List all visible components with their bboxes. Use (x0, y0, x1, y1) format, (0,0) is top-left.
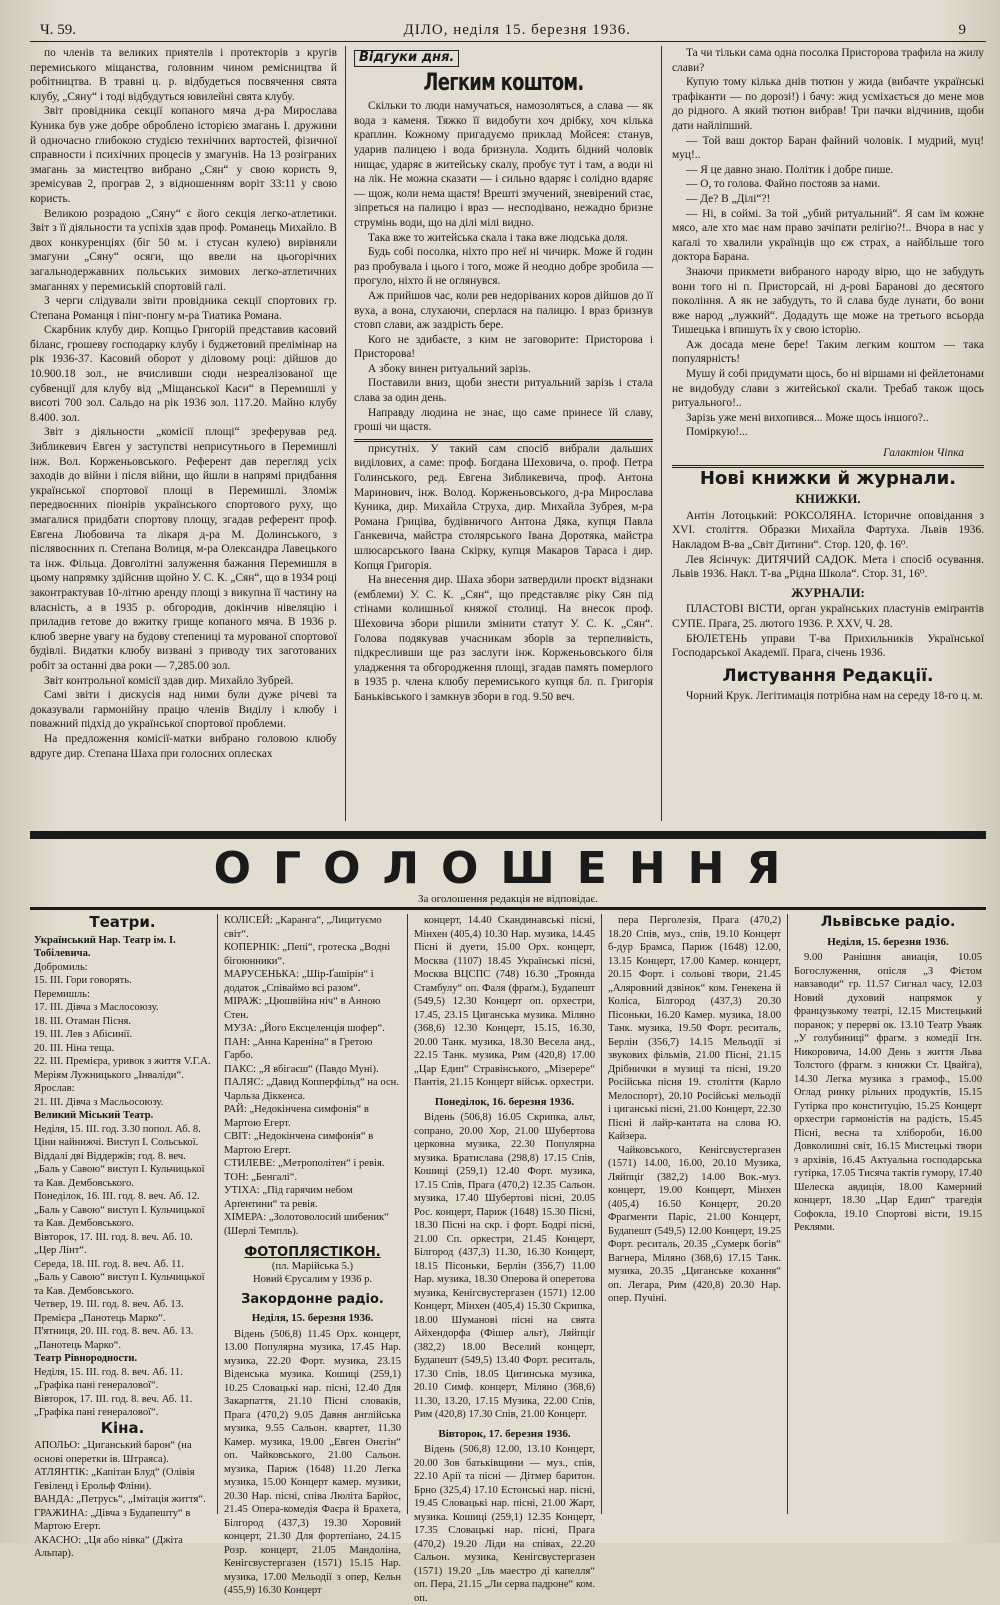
article-paragraph: Самі звіти і дискусія над ними були дуже річеві та доказували гармонійну працю членів Виділу і клюбу і поважний підхід до української спортової проблеми. (30, 689, 337, 731)
letters-title: Листування Редакції. (722, 665, 934, 686)
theatre-name: Український Нар. Театр ім. І. Тобілевича. (34, 934, 176, 959)
feuilleton-paragraph: Поставили вниз, щоби знести ритуальний зарізь і стала слава за один день. (354, 377, 653, 405)
theatre-listing: Ярослав: (34, 1083, 75, 1094)
ads-disclaimer: За оголошення редакція не відповідає. (418, 893, 598, 905)
theatre-listing: 22. III. Премієра, уривок з життя V.Г.А. Меріям Лужницького „Інваліди“. (34, 1056, 211, 1081)
book-entry: Лев Ясінчук: ДИТЯЧИЙ САДОК. Мета і спосіб осування. Львів 1936. Накл. Т-ва „Рідна Школа“. Стор. 31, 16⁰. (672, 553, 984, 581)
ads-top-rule (30, 831, 986, 839)
letters-text: Чорний Крук. Легітимація потрібна нам на середу 18-го ц. м. (686, 690, 983, 703)
column-feuilleton (346, 46, 662, 821)
radio-column-2 (408, 914, 602, 1604)
cinema-listing: ПАН: „Анна Кареніна“ в Гретою Гарбо. (224, 1036, 373, 1061)
books-subheading: КНИЖКИ. (795, 491, 861, 507)
feuilleton-paragraph: Зарізь уже мені вихопився... Може щось іншого?.. (686, 411, 929, 424)
theatre-column (30, 913, 218, 1559)
feuilleton-title: Легким коштом. (423, 67, 584, 96)
theatre-listing: Добромиль: (34, 961, 88, 973)
feuilleton-paragraph: Аж досада мене бере! Таким легким коштом — така популярність! (672, 338, 984, 366)
article-paragraph: Великою розрадою „Сяну“ є його секція легко-атлетики. Звіт з її діяльности та успіхів здав проф. Романець Михайло. В двох конкуренціях (біг 50 м. і стусан кулею) вирівняли змагуни „Сяну“ осяги, що ввели на цьогорічних загальнодержавних польських зимових легко-атлетичних змаганнях у перемиській спортовій галі. (30, 207, 337, 293)
feuilleton-paragraph: Будь собі посолка, ніхто про неї ні чичирк. Може й годин раз пробувала і цього і того, може й неодно добре зробила — прогуло, ніхто й не оглянувся. (354, 246, 653, 288)
issue-number: Ч. 59. (40, 22, 76, 38)
article-paragraph: Скарбник клубу дир. Копцьо Григорій представив касовий біланс, грошеву господарку клубу і буджетовий прелімінар на рік 1936-37. Касовий оборот у діловому році: дійшов до 10.900.18 зол., не вчисливши сюди незреалізованої ще субвенції для клубу від „Міщанської Каси“ в Перемишлі у висоті 700 зол. Сальдо на рік 1936 зол. 117.20. Майно клубу 8.400. зол. (30, 324, 337, 424)
page-header (30, 22, 986, 42)
cinema-radio-column (218, 914, 408, 1596)
theatre-name: Театр Рівнородности. (34, 1353, 138, 1364)
foreign-radio-title: Закордонне радіо. (241, 1291, 384, 1307)
books-list (672, 509, 984, 582)
theatre-listing: 20. III. Ніна теща. (34, 1042, 115, 1054)
cinema-listing: ХІМЕРА: „Золотоволосий шибеник“ (Шерлі Темпль). (224, 1212, 389, 1237)
feuilleton-paragraph: Кого не здибаєте, з ким не заговорите: Присторова і Присторова! (354, 333, 653, 361)
theatre-listing: 19. III. Лев з Абісинії. (34, 1029, 133, 1040)
fotoplastikon-line: Новий Єрусалим у 1936 р. (252, 1274, 373, 1285)
radio-program-tuesday: Відень (506,8) 12.00, 13.10 Концерт, 20.00 Зов батьківщини — муз., спів, 22.10 Арії та пісні — Дітмер баритон. Брно (325,4) 17.10 Естонські нар. пісні, 19.45 Словацькі нар. пісні, 21.00 Жарт, музика. Кошиці (259,1) 12.35 Концерт, 17.35 Словацькі нар. пісні, Прага (470,2) 19.20 Ліди на співах, 22.20 Сальон. музика, Кенігсвустергазен (1571) 19.20 „Іль маестро ді капелля“ оп. Пера, 21.15 „Ли серва падроне“ ком. оп. (414, 1444, 595, 1604)
column-sports-report (30, 46, 346, 821)
cinema-title: Кіна. (100, 1418, 145, 1437)
cinema-listing: МУЗА: „Його Ексцеленція шофер“. (224, 1023, 385, 1034)
fotoplastikon-title: ФОТОПЛЯСТІКОН. (244, 1245, 381, 1260)
radio-column-3 (602, 914, 788, 1514)
cinema-listing: АТЛЯНТІК: „Капітан Блуд“ (Олівія Гевіленд і Ерольф Фліни). (34, 1467, 195, 1492)
feuilleton-paragraph: Купую тому кілька днів тютюн у жида (вибачте українські трафіканти — по дорозі!) і бачу: жид усміхається до мене мов до рідного. А який тютюн вибрав! Три пачки відчинив, щоби дати найліпший. (672, 76, 984, 132)
masthead-date: ДІЛО, неділя 15. березня 1936. (403, 22, 631, 38)
theatre-listing: Перемишль: (34, 988, 90, 1000)
feuilleton-paragraph: — Ні, в соймі. За той „убий ритуальний“. Я сам їм кожне мясо, але хто має нам право зачіпати релігію?!.. Вчора в нас у каґалі то хвалили українців що єж страх, а найбільше того доктора Барана. (672, 207, 984, 264)
cinema-listing: СТИЛЕВЕ: „Метрополітен“ і ревія. (224, 1158, 385, 1169)
article-paragraph: На предложення комісії-матки вибрано головою клюбу вдруге дир. Степана Шаха при голосних оплесках (30, 732, 337, 760)
cinema-listing: ГРАЖИНА: „Дівча з Будапешту“ в Мартою Егерт. (34, 1507, 191, 1532)
theatre-listing: П'ятниця, 20. III. год. 8. веч. Аб. 13. „Панотець Марко“. (34, 1326, 194, 1351)
feuilleton-paragraph: Та чи тільки сама одна посолка Присторова трафила на жилу слави? (672, 47, 984, 74)
cinema-listing: ТОН: „Бенгалі“. (224, 1171, 298, 1183)
feuilleton-paragraph: Поміркую!... (686, 426, 748, 439)
theatre-title: Театри. (89, 913, 156, 931)
theatre-listing: 15. III. Гори говорять. (34, 975, 132, 986)
feuilleton-continued-body (672, 46, 984, 440)
sports-report-continued (354, 439, 653, 705)
journal-entry: ПЛАСТОВІ ВІСТИ, орган українських пластунів еміґрантів СУПЕ. Прага, 25. лютого 1936. Р. XXV, Ч. 28. (672, 603, 984, 630)
lviv-radio-title: Львівське радіо. (820, 914, 956, 930)
sports-report-continued-body (354, 442, 653, 705)
cinema-listing: ВАНДА: „Петрусь“, „Імітація життя“. (34, 1494, 206, 1505)
column-feuilleton-continued (662, 46, 984, 821)
theatre-listing: 18. III. Отаман Пісня. (34, 1015, 132, 1027)
feuilleton-paragraph: — Той ваш доктор Баран файний чоловік. І мудрий, муц! муц!.. (672, 134, 984, 162)
page-number: 9 (958, 22, 966, 38)
theatre-listing: Понеділок, 16. III. год. 8. веч. Аб. 12. „Баль у Савою“ виступ І. Кульчицької та Кав. Дембовського. (34, 1191, 205, 1229)
theatre-name: Великий Міський Театр. (34, 1110, 154, 1121)
feuilleton-paragraph: — Я це давно знаю. Політик і добре пише. (686, 163, 894, 176)
feuilleton-paragraph: Така вже то житейська скала і така вже людська доля. (368, 231, 628, 244)
ads-section (30, 913, 986, 1604)
journals-subheading: ЖУРНАЛИ: (791, 584, 865, 600)
radio-program-tuesday-cont2: Чайковського, Кенігсвустергазен (1571) 14.00, 16.00, 20.10 Музика, Ляйпціґ (382,2) 14.00 Вок.-муз. концерт, 19.00 Концерт, Мінхен (405,4) 16.50 Концерт, 20.20 Фраґменти Паріс, 21.00 Концерт, Будапешт (549,5) 12.00 Концерт, 19.25 Форт. реситаль, 20.35 „Сумерк богів“ Вагнера, Міляно (368,6) 17.15 Танк. музика, 20.35 „Циганське кохання“ оп. Легара, Рим (420,8) 20.30 Нар. опер. Пучіні. (608, 1144, 781, 1304)
radio-program-tuesday-cont: пера Перголезія, Прага (470,2) 18.20 Спів, муз., спів, 19.10 Концерт б-дур Брамса, Париж (1648) 12.00, 13.15 Концерт, 17.00 Камер. концерт, 20.15 Форт. і сольові твори, 21.45 „Аляровний дзвінок“ ком. Генекена й Коліса, Білгород (437,3) 20.30 Пісоньки, 16.20 Камер. музика, 18.00 Танк. музика, 19.50 Форт. реситаль, Берлін (356,7) 14.15 Мельодії зі звукових фільмів, 21.00 Пісні, 21.15 Дрібнички в музиці та пісні, 19.20 Російська пісня 19. століття (Карло Мелоспорт), 20.10 Російські мельодії і циганські пісні, 21.00 Концерт, 22.30 Пісні й лайр-кантата на слова Ю. Кайзера. (608, 915, 781, 1142)
cinema-listing: МІРАЖ: „Цюшвійна ніч“ в Анною Стен. (224, 996, 381, 1021)
feuilleton-paragraph: Мушу й собі придумати щось, бо ні віршами ні фейлетонами не видобуду слави з житейської скали. Требаб також щось ритуального!.. (672, 368, 984, 410)
theatre-listing: 21. III. Дівча з Масльосоюзу. (34, 1096, 164, 1108)
radio-program-sunday: Відень (506,8) 11.45 Орх. концерт, 13.00 Популярна музика, 17.45 Нар. музика, 22.20 Форт. музика, 23.15 Віденська музика. Кошиці (259,1) 10.25 Словацькі нар. пісні, 12.40 Для Закарпаття, 21.10 Пісні словаків, Прага (470,2) 9.05 Давня англійська музика, 9.55 Сальон. квартет, 11.30 Камер. музика, 19.00 „Евген Онєгін“ оп. Чайковського, 21.00 Сальон. музика, Париж (1648) 11.20 Легка музика, 15.00 Концерт камер. музики, 20.30 Нар. пісні, співа Люліта Барйос, 21.45 Опера-комедія Фаєра й Брахета, Білгород (437,3) 19.30 Хоровий концерт, 21.30 Для фортепіано, 24.15 Розр. концерт, 21.05 Мандоліна, Кенігсвустергазен (1571) 15.15 Нар. музика, 17.00 Мельодії з опер, Кельн (455,9) 16.30 Концерт (224, 1328, 401, 1596)
cinema-listing: АКАСНО: „Ця або нівка“ (Джіта Альпар). (34, 1534, 183, 1559)
article-paragraph: по членів та великих приятелів і протекторів з кругів перемиського міщанства, головним чином ремісництва й робітництва. В травні ц. р. відбудеться посвячення свята клубу, „Сяну“ і тоді відбудуться ювилейні свята клубу. (30, 47, 337, 103)
cinema-listing: ПАКС: „Я вбігаєш“ (Павдо Муні). (224, 1063, 379, 1075)
cinema-listing: АПОЛЬО: „Циганський барон“ (на основі оперетки ів. Штраяса). (34, 1440, 192, 1465)
upper-section (30, 46, 986, 821)
feuilleton-body (354, 99, 653, 435)
article-paragraph: З черги слідували звіти провідника секції спортових гр. Степана Романця і пінг-понгу м-ра Тиатика Романа. (30, 295, 337, 322)
article-paragraph: На внесення дир. Шаха збори затвердили проєкт відзнаки (емблеми) У. С. К. „Сян“, що представляє ріку Сян під стінами колишньої княжої столиці. На внесок проф. Шеховича збори рішили змінити статут У. С. К. „Сян“. Голова подякував учасникам зборів за терпеливість, підкресливши ще раз заслуги інж. Корженьовського біля уладження та обгородження площі, згадав память померлого в 1935 р. члена клюбу перемиського купця бл. п. Григорія Баньківського і замкнув збори в год. 9.50 веч. (354, 574, 653, 703)
theatre-listing: 17. III. Дівча з Маслосоюзу. (34, 1002, 159, 1013)
feuilleton-paragraph: Направду людина не знає, що саме принесе їй славу, гроші чи щастя. (354, 406, 653, 434)
feuilleton-paragraph: — О, то голова. Файно постояв за нами. (686, 178, 881, 191)
radio-program-sunday-cont: концерт, 14.40 Скандинавські пісні, Мінхен (405,4) 10.30 Нар. музика, 14.45 Пісні й дуети, 15.00 Орх. концерт, Москва (1107) 18.45 Українські пісні, Москва ВЦСПС (748) 16.30 „Троянда Стамбулу“ оп. Фаля (фраґм.), Будапешт (549,5) 12.30 Концерт оп. орхестри, 17.45, 23.15 Циганська музика. Міляно (368,6) 12.30 Концерт, 15.15, 16.30, 20.00 Танк. музика, 18.30 Весела анд., 22.15 Танк. музика, Рим (420,8) 17.00 „Цар Едип“ Стравінського, „Мізерере“ Пантія, 21.15 Концерт військ. орхестри. (414, 915, 595, 1088)
lviv-radio-column (788, 914, 982, 1514)
feuilleton-paragraph: А збоку винен ритуальний зарізь. (368, 362, 531, 375)
theatre-listing: Неділя, 15. III. год. 3.30 попол. Аб. 8. Ціни найнижчі. Виступ І. Сольської. Віддалі дві Віддержів; год. 8. веч. „Баль у Савою“ виступ І. Кульчицької та Кав. Дембовського. (34, 1123, 205, 1189)
books-section (672, 465, 984, 704)
ads-title: ОГОЛОШЕННЯ (213, 843, 803, 894)
article-paragraph: присутніх. У такий сам спосіб вибрали дальших виділових, а саме: проф. Богдана Шеховича, о. проф. Петра Голинського, ред. Евгена Зибликевича, проф. Антона Маринович, інж. Волод. Корженьовського, д-ра Мирослава Куника, дир. Михайла Струха, дир. Михайла Зубрея, м-ра Романа Гриціва, будівничого Антона Дяка, купця Павла Ганкевича, майстра столярського Івана Доротяка, майстра шлюсарського Івана Скірку, купця Макаров Тараса і дир. Копця Григорія. (354, 442, 653, 572)
rubric-label: Відгуки дня. (354, 50, 459, 67)
feuilleton-paragraph: Знаючи прикмети вибраного народу вірю, що не забудуть вони того ні п. Присторсай, ні д-рові Баранові до десятого покоління. А як не забудуть, то й слава буде лунати, бо вони вже народ „лужкий“. Додадуть ще може на третього всьорда Тишецька і впишуть їх у свою історію. (672, 265, 984, 337)
fotoplastikon-info (224, 1260, 401, 1287)
journals-list (672, 602, 984, 660)
lviv-radio-program: 9.00 Ранішня авиація, 10.05 Богослуження, опісля „З Фієтом навзаводи“ гр. 11.57 Сигнал часу, 12.03 Новий духовий напрямок у французькому театрі, 12.15 Мистецький поранок; у перерві ок. 13.10 Театр Уваяк „У голубиниці“ фрагм. з комедії Ігн. Никоровича, 14.00 День з життя Льва Толстого (фрагм. з книжки Ст. Цвайга), 14.30 Легка музика з грамоф., 15.00 Оглад ринку рільних продуктів, 15.15 Гутірка про конституцію, 15.25 Концерт орхестри гармоністів на радість, 15.45 Пісні, весна та хлібороби, 16.00 Довколишні світ, 16.15 Мистецькі твори з архівів, 16.45 Актуальна господарська гутірка, 17.05 Тисяча тактів гумору, 17.40 Шелеска авдиція, 18.00 Камерний концерт, 18.30 „Цар Едип“ трагедія Софокла, 19.10 Спортові вісти, 19.15 Реклями. (794, 952, 982, 1233)
article-paragraph: Звіт з діяльности „комісії площі“ зреферував ред. Зибликевич Евген у заступстві неприсутнього в Перемишлі інж. Вол. Корженьовського. Референт дав перегляд усіх заходів до війни і після війни, що йшли в напрямі придбання української спортової площі в Перемишлі. Зломіж передвоєнних піонірів українського спортового руху, що змагалися придбати спортову площу, згадав референт проф. Евгена Любовича та лікаря д-ра М. Долинського, з післявоєнних п. Степана Волиця, м-ра Олександра Лавецького та інж. Фільца. Довголітні залуження бажання Перемишля в цьому напрямку здійснив щойно У. С. К. „Сян“, що в 1934 році законтрактував 10-літню аренду площі з викупна її частину на власність, а в 1935 р. обгородив, докінчив нівеляцію і приладив гетове до вжитку грище копаного мяча. В 1936 р. клюб зверне увагу на будову степениці та мурованої спортової будівлі. Видатки клюбу визвані з приводу тих заготованих робіт за останні два роки — 7,285.00 зол. (30, 426, 337, 672)
cinema-listings (34, 1439, 211, 1561)
theatre-listing: Вівторок, 17. III. год. 8. веч. Аб. 10. „Цер Лінт“. (34, 1231, 193, 1256)
cinema-listing: РАЙ: „Недокінчена симфонія“ в Мартою Егерт. (224, 1104, 369, 1129)
theatre-listing: Четвер, 19. III. год. 8. веч. Аб. 13. Премієра „Панотець Марко“. (34, 1299, 184, 1324)
books-content (672, 468, 984, 704)
cinema-listings-2 (224, 914, 401, 1238)
author-signature: Галактіон Чіпка (883, 447, 964, 460)
article-paragraph: Звіт контрольної комісії здав дир. Михайло Зубрей. (44, 674, 294, 687)
feuilleton-paragraph: — Де? В „Ділі“?! (686, 192, 771, 205)
theatre-listing: Середа, 18. III. год. 8. веч. Аб. 11. „Баль у Савою“ виступ І. Кульчицької та Кав. Дембовського. (34, 1258, 205, 1297)
radio-day-monday: Понеділок, 16. березня 1936. (434, 1095, 575, 1108)
feuilleton-paragraph: Скільки то люди намучаться, намозоляться, а слава — як вода з каменя. Тяжко її видобути хоч дрібку, хоч кілька краплин. Кожному пригадуємо приклад Мойсея: станув, ударив палицею і вода бризнула. Ходить бідний чоловік нищає, ударяє в житейську скалу, пробує тут і там, а води ні на лік. Не можна сказати — і сильно вдаряє і солідно вдаряє — щож, коли нема щастя! Врешті змучений, зневірений стає, зіпреться на палицю і враз — несподівано, нежадно бризне струмінь води, що на ділі мілі видно. (354, 100, 653, 229)
article-paragraph: Звіт провідника секції копаного мяча д-ра Мирослава Куника був уже добре оброблено історією змагань І. дружини й одночасно глибокою студією технічних вартостей, фізичної справности і психічних процесів у змагунів. На 13 розіграних змагань за мистецтво вибрано „Сян“ у свою користь 9, зремісував 2, програв 2, з відношенням воріт 33:11 у свою користь. (30, 105, 337, 205)
cinema-listing: УТІХА: „Під гарячим небом Арґентини“ та ревія. (224, 1185, 353, 1210)
cinema-listing: МАРУСЕНЬКА: „Шір-Ґашірін“ і додаток „Співаймо всі разом“. (224, 969, 374, 994)
journal-entry: БЮЛЕТЕНЬ управи Т-ва Прихильників Української Господарської Академії. Прага, січень 1936. (672, 632, 984, 660)
feuilleton-paragraph: Аж прийшов час, коли рев недоріваних коров дійшов до її вуха, а вона, слухаючи, сперлася на палицю. І враз бризнув стовп слави, аж заздрість бере. (354, 289, 653, 332)
radio-program-monday: Відень (506,8) 16.05 Скрипка, альт, сопрано, 20.00 Хор, 21.00 Шубертова церковна музика, 22.30 Популярна музика. Братислава (298,8) 17.15 Спів, Кошиці (259,1) 12.40 Форт. музика, 17.15 Спів, Прага (470,2) 12.35 Сальон. музика, 17.40 Шубертові пісні, 20.05 Рос. концерт, Париж (1648) 15.30 Пісні, 18.30 Пісні на скр. і форт. Бодрі пісні, 21.00 Сп. оркестри, 21.45 Концерт, Білгород (437,3) 11.30, 16.30 Концерт, 18.15 Пісоньки, Берлін (356,7) 11.00 Нар. музика, 18.30 Оперова й оперетова музика, Кенігсвустергазен (1571) 12.00 Концерт, Мінхен (405,4) 15.30 Скрипка, 18.00 Шуманові пісні на свята Айхендорфа (Фішер альт), Ляйпціґ (382,2) 18.00 Веселий концерт, Будапешт (549,5) 13.40 Форт. реситаль, 17.30 Спів, 18.05 Цигинська музика, 20.10 Симф. концерт, Міляно (368,6) 11.30, 13.20, 17.15 Музика, 22.00 Спів, Рим (420,8) 17.30 Спів, 21.00 Концерт. (414, 1112, 595, 1420)
cinema-listing: КОЛІСЕЙ: „Каранга“, „Лицитуємо світ“. (224, 915, 382, 940)
book-entry: Антін Лотоцький: РОКСОЛЯНА. Історичне оповідання з XVI. століття. Образки Михайла Фартуха. Львів 1936. Накладом В-ва „Світ Дитини“. Стор. 120, ф. 16⁰. (672, 509, 984, 551)
radio-day-sunday: Неділя, 15. березня 1936. (251, 1312, 374, 1324)
fotoplastikon-line: (пл. Марійська 5.) (271, 1260, 354, 1272)
cinema-listing: СВІТ: „Недокінчена симфонія“ в Мартою Егерт. (224, 1131, 374, 1156)
theatre-listing: Неділя, 15. III. год. 8. веч. Аб. 11. „Графіка пані генералової“. (34, 1366, 183, 1391)
radio-day-tuesday: Вівторок, 17. березня 1936. (438, 1427, 571, 1440)
books-title: Нові книжки й журнали. (699, 467, 957, 489)
cinema-listing: КОПЕРНІК: „Пепі“, гротеска „Водні бігоюнники“. (224, 942, 391, 967)
theatre-listings (34, 934, 211, 1420)
ads-bottom-rule (30, 907, 986, 910)
cinema-listing: ПАЛЯС: „Давид Копперфільд“ на осн. Чарльза Діккенса. (224, 1077, 399, 1102)
lviv-radio-day: Неділя, 15. березня 1936. (827, 935, 949, 948)
theatre-listing: Вівторок, 17. III. год. 8. веч. Аб. 11. „Графіка пані генералової“. (34, 1393, 193, 1418)
